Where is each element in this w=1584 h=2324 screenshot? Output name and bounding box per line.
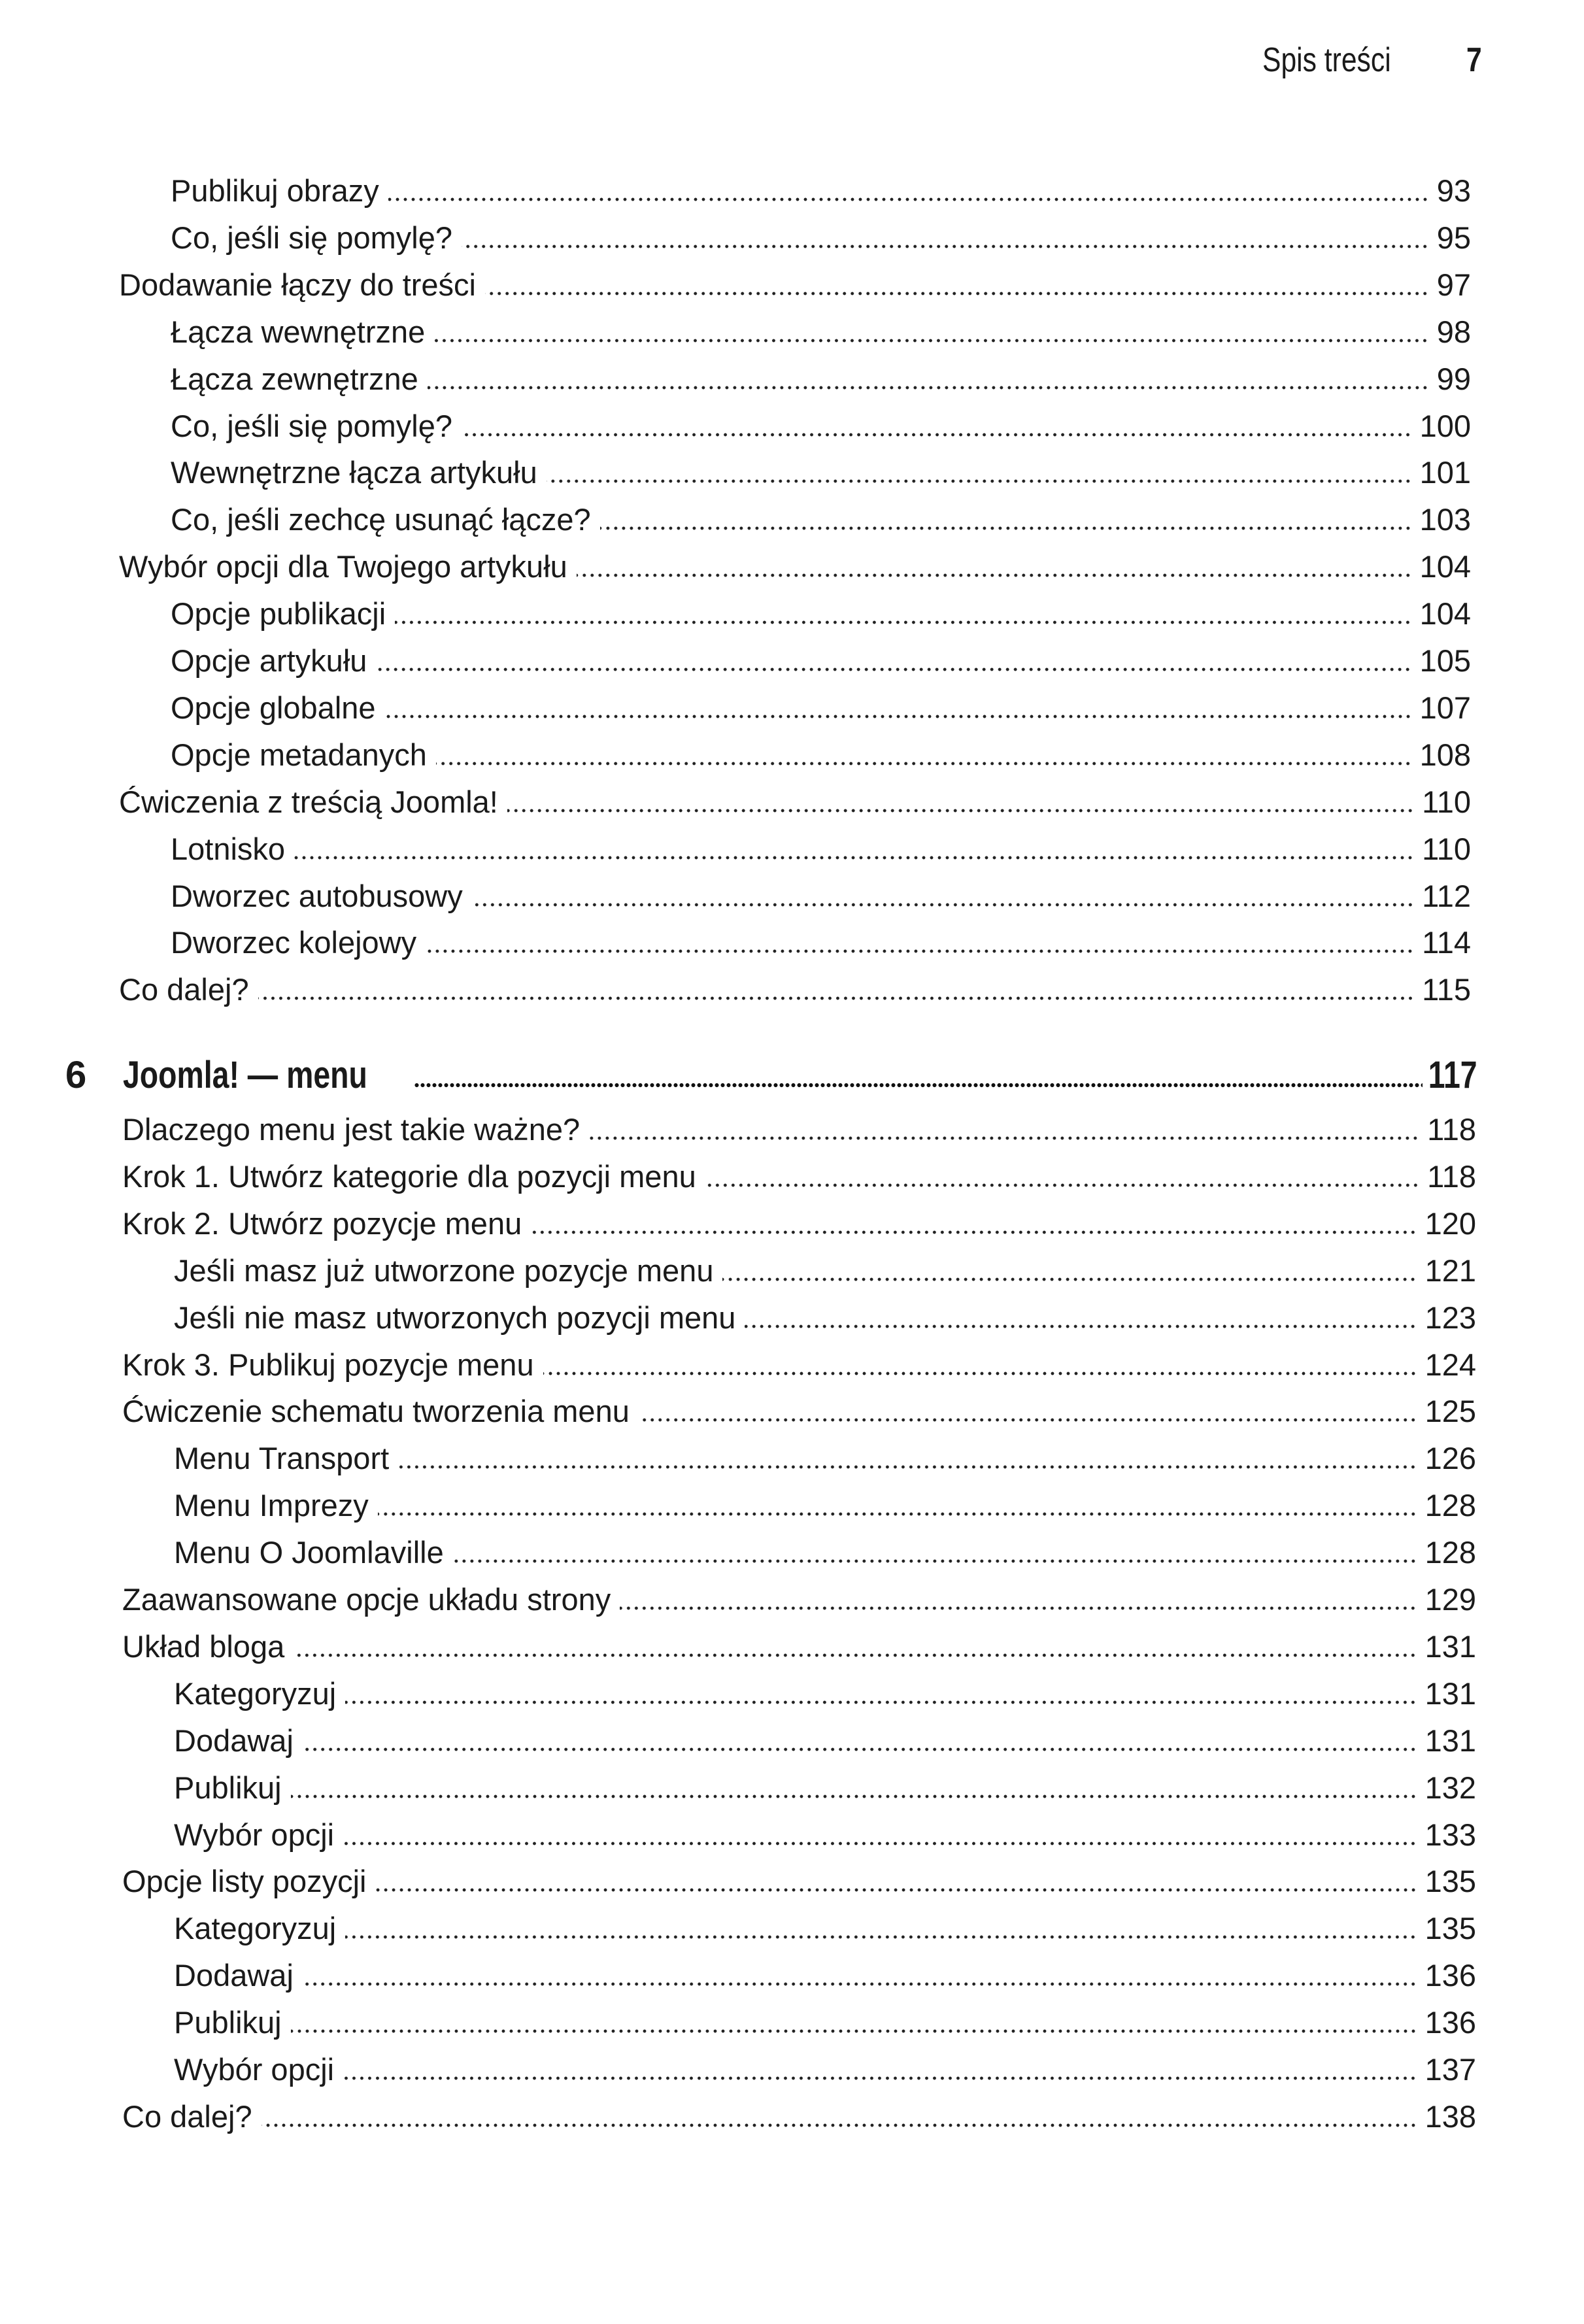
toc-entry-page: 107 — [1419, 690, 1471, 725]
toc-entry-page: 136 — [1424, 1958, 1476, 1993]
dot-leader — [745, 1324, 1417, 1328]
toc-entry-title: Zaawansowane opcje układu strony — [122, 1582, 611, 1617]
toc-entry-page: 112 — [1422, 878, 1471, 913]
toc-entry-title: Ćwiczenie schematu tworzenia menu — [122, 1394, 630, 1429]
toc-entry-title: Łącza zewnętrzne — [171, 361, 418, 396]
toc-entry[interactable] — [122, 1345, 1476, 1385]
toc-entry-title: Co, jeśli się pomylę? — [171, 220, 453, 255]
toc-entry-title: Wybór opcji — [174, 1817, 335, 1852]
toc-entry-title: Publikuj obrazy — [171, 173, 379, 208]
toc-entry-page: 118 — [1427, 1112, 1476, 1147]
dot-leader — [620, 1606, 1417, 1610]
toc-entry[interactable] — [119, 970, 1471, 1009]
toc-entry-title: Jeśli nie masz utworzonych pozycji menu — [174, 1300, 736, 1335]
toc-entry[interactable] — [122, 1110, 1476, 1149]
toc-entry-page: 129 — [1424, 1582, 1476, 1617]
toc-entry[interactable] — [119, 265, 1471, 305]
dot-leader — [577, 573, 1412, 577]
toc-entry-title: Wybór opcji — [174, 2052, 335, 2087]
toc-entry[interactable] — [174, 1956, 1476, 1995]
dot-leader — [398, 1465, 1417, 1469]
toc-entry-page: 110 — [1422, 784, 1471, 819]
toc-entry-page: 108 — [1419, 737, 1471, 772]
toc-entry-title: Menu Transport — [174, 1441, 390, 1476]
toc-entry[interactable] — [171, 735, 1471, 775]
toc-entry-title: Dodawaj — [174, 1723, 294, 1758]
toc-entry-title: Opcje globalne — [171, 690, 376, 725]
toc-entry-title: Układ bloga — [122, 1628, 285, 1664]
toc-entry[interactable] — [174, 1298, 1476, 1338]
toc-entry-page: 131 — [1424, 1723, 1476, 1758]
dot-leader — [376, 667, 1411, 671]
toc-entry-title: Co, jeśli się pomylę? — [171, 408, 453, 443]
toc-entry-page: 95 — [1436, 220, 1471, 255]
chapter-number: 6 — [65, 1054, 87, 1096]
toc-entry-page: 93 — [1436, 173, 1471, 208]
toc-entry[interactable] — [174, 1486, 1476, 1525]
toc-entry-page: 124 — [1424, 1347, 1476, 1382]
toc-entry-page: 99 — [1436, 361, 1471, 396]
dot-leader — [589, 1136, 1419, 1140]
toc-entry[interactable] — [119, 547, 1471, 586]
dot-leader — [345, 1935, 1417, 1939]
toc-entry[interactable] — [171, 171, 1471, 211]
toc-entry-page: 115 — [1422, 972, 1471, 1007]
page-number: 7 — [1466, 41, 1482, 79]
dot-leader — [291, 2029, 1417, 2033]
toc-entry[interactable] — [119, 783, 1471, 822]
dot-leader — [722, 1277, 1417, 1281]
toc-entry-page: 97 — [1436, 267, 1471, 302]
toc-entry-title: Co, jeśli zechcę usunąć łącze? — [171, 502, 591, 537]
chapter-page: 117 — [1428, 1054, 1477, 1096]
dot-leader — [294, 1653, 1417, 1657]
dot-leader — [291, 1794, 1417, 1798]
toc-entry-page: 132 — [1424, 1770, 1476, 1805]
toc-entry-page: 98 — [1436, 314, 1471, 349]
toc-entry[interactable] — [122, 1862, 1476, 1901]
toc-entry-page: 104 — [1419, 596, 1471, 632]
running-header-title: Spis treści — [1262, 41, 1391, 79]
dot-leader — [345, 1700, 1417, 1704]
toc-entry-page: 138 — [1424, 2098, 1476, 2134]
toc-entry-title: Publikuj — [174, 2005, 282, 2040]
dot-leader — [639, 1418, 1417, 1422]
dot-leader — [428, 386, 1429, 390]
toc-entry[interactable] — [171, 407, 1471, 446]
toc-entry-page: 136 — [1424, 2005, 1476, 2040]
dot-leader — [600, 526, 1412, 530]
toc-entry-title: Krok 2. Utwórz pozycje menu — [122, 1205, 522, 1241]
dot-leader — [453, 1559, 1417, 1563]
toc-entry-page: 125 — [1424, 1394, 1476, 1429]
toc-entry-title: Dodawanie łączy do treści — [119, 267, 476, 302]
toc-entry-page: 114 — [1422, 925, 1471, 960]
toc-entry[interactable] — [171, 312, 1471, 352]
toc-entry-title: Kategoryzuj — [174, 1911, 337, 1946]
toc-entry[interactable] — [171, 594, 1471, 633]
toc-entry-page: 101 — [1419, 455, 1471, 490]
toc-entry-page: 120 — [1424, 1205, 1476, 1241]
toc-entry-title: Co dalej? — [119, 972, 249, 1007]
toc-entry-title: Publikuj — [174, 1770, 282, 1805]
toc-entry[interactable] — [174, 1439, 1476, 1478]
toc-entry-title: Krok 3. Publikuj pozycje menu — [122, 1347, 534, 1382]
toc-entry[interactable] — [122, 1580, 1476, 1619]
toc-entry-title: Opcje metadanych — [171, 737, 427, 772]
toc-entry[interactable] — [122, 1392, 1476, 1431]
dot-leader — [395, 620, 1411, 624]
toc-entry-page: 135 — [1424, 1911, 1476, 1946]
toc-entry-title: Dodawaj — [174, 1958, 294, 1993]
toc-entry[interactable] — [174, 1815, 1476, 1855]
toc-entry-page: 128 — [1424, 1535, 1476, 1570]
dot-leader — [303, 1747, 1417, 1751]
toc-entry-title: Wewnętrzne łącza artykułu — [171, 455, 537, 490]
toc-entry-page: 104 — [1419, 549, 1471, 584]
dot-leader — [261, 2123, 1417, 2127]
toc-entry-page: 121 — [1424, 1253, 1476, 1288]
dot-leader — [485, 292, 1429, 295]
dot-leader — [258, 996, 1414, 1000]
toc-entry-title: Ćwiczenia z treścią Joomla! — [119, 784, 498, 819]
dot-leader — [462, 433, 1412, 437]
toc-entry[interactable] — [174, 1768, 1476, 1808]
toc-entry[interactable] — [174, 1251, 1476, 1290]
toc-entry[interactable] — [171, 500, 1471, 539]
toc-entry[interactable] — [122, 1204, 1476, 1243]
toc-entry[interactable] — [122, 2097, 1476, 2136]
dot-leader — [385, 715, 1412, 718]
chapter-title: Joomla! — menu — [123, 1054, 367, 1096]
toc-entry-title: Wybór opcji dla Twojego artykułu — [119, 549, 567, 584]
dot-leader — [531, 1230, 1417, 1234]
toc-entry[interactable] — [174, 1533, 1476, 1572]
dot-leader — [343, 2076, 1417, 2080]
toc-entry[interactable] — [171, 877, 1471, 916]
toc-entry-title: Jeśli masz już utworzone pozycje menu — [174, 1253, 714, 1288]
toc-entry-title: Dlaczego menu jest takie ważne? — [122, 1112, 581, 1147]
dot-leader — [543, 1372, 1417, 1375]
toc-entry-page: 135 — [1424, 1864, 1476, 1899]
toc-entry[interactable] — [171, 923, 1471, 962]
toc-entry-title: Dworzec kolejowy — [171, 925, 417, 960]
toc-entry[interactable] — [122, 1157, 1476, 1196]
toc-entry[interactable] — [122, 1627, 1476, 1666]
toc-entry[interactable] — [174, 1721, 1476, 1760]
toc-entry-title: Menu O Joomlaville — [174, 1535, 444, 1570]
toc-entry-page: 126 — [1424, 1441, 1476, 1476]
toc-entry-page: 110 — [1422, 831, 1471, 866]
toc-entry[interactable] — [174, 1674, 1476, 1713]
toc-entry[interactable] — [174, 2003, 1476, 2042]
toc-entry-page: 123 — [1424, 1300, 1476, 1335]
dot-leader — [388, 197, 1429, 201]
toc-chapter-heading[interactable] — [65, 1054, 1477, 1097]
toc-entry-title: Opcje publikacji — [171, 596, 386, 632]
toc-entry[interactable] — [171, 688, 1471, 728]
toc-entry-title: Co dalej? — [122, 2098, 252, 2134]
toc-entry-page: 131 — [1424, 1628, 1476, 1664]
toc-entry[interactable] — [171, 360, 1471, 399]
dot-leader — [376, 1888, 1417, 1892]
toc-entry-page: 131 — [1424, 1676, 1476, 1711]
toc-entry-title: Opcje listy pozycji — [122, 1864, 367, 1899]
dot-leader — [705, 1183, 1419, 1187]
toc-entry-page: 105 — [1419, 643, 1471, 678]
dot-leader — [436, 762, 1412, 766]
dot-leader — [462, 244, 1429, 248]
toc-entry-page: 137 — [1424, 2052, 1476, 2087]
toc-entry-title: Krok 1. Utwórz kategorie dla pozycji menu — [122, 1158, 696, 1194]
toc-entry-page: 133 — [1424, 1817, 1476, 1852]
dot-leader — [303, 1982, 1417, 1986]
toc-entry-title: Dworzec autobusowy — [171, 878, 463, 913]
toc-entry[interactable] — [174, 2050, 1476, 2089]
toc-entry-page: 128 — [1424, 1488, 1476, 1523]
dot-leader — [472, 903, 1414, 907]
dot-leader — [434, 339, 1428, 343]
toc-entry-title: Kategoryzuj — [174, 1676, 337, 1711]
dot-leader — [378, 1512, 1417, 1516]
dot-leader — [507, 809, 1414, 813]
dot-leader — [414, 1083, 1423, 1088]
dot-leader — [426, 949, 1414, 953]
toc-entry[interactable] — [171, 830, 1471, 869]
toc-entry-page: 103 — [1419, 502, 1471, 537]
toc-entry[interactable] — [171, 641, 1471, 681]
dot-leader — [294, 856, 1414, 860]
dot-leader — [547, 479, 1412, 483]
toc-entry[interactable] — [171, 218, 1471, 258]
toc-entry-title: Lotnisko — [171, 831, 286, 866]
toc-entry-page: 100 — [1419, 408, 1471, 443]
toc-entry-title: Opcje artykułu — [171, 643, 367, 678]
dot-leader — [343, 1842, 1417, 1845]
toc-entry-title: Menu Imprezy — [174, 1488, 369, 1523]
toc-entry-title: Łącza wewnętrzne — [171, 314, 426, 349]
toc-entry[interactable] — [174, 1909, 1476, 1948]
toc-entry[interactable] — [171, 453, 1471, 492]
toc-entry-page: 118 — [1427, 1158, 1476, 1194]
